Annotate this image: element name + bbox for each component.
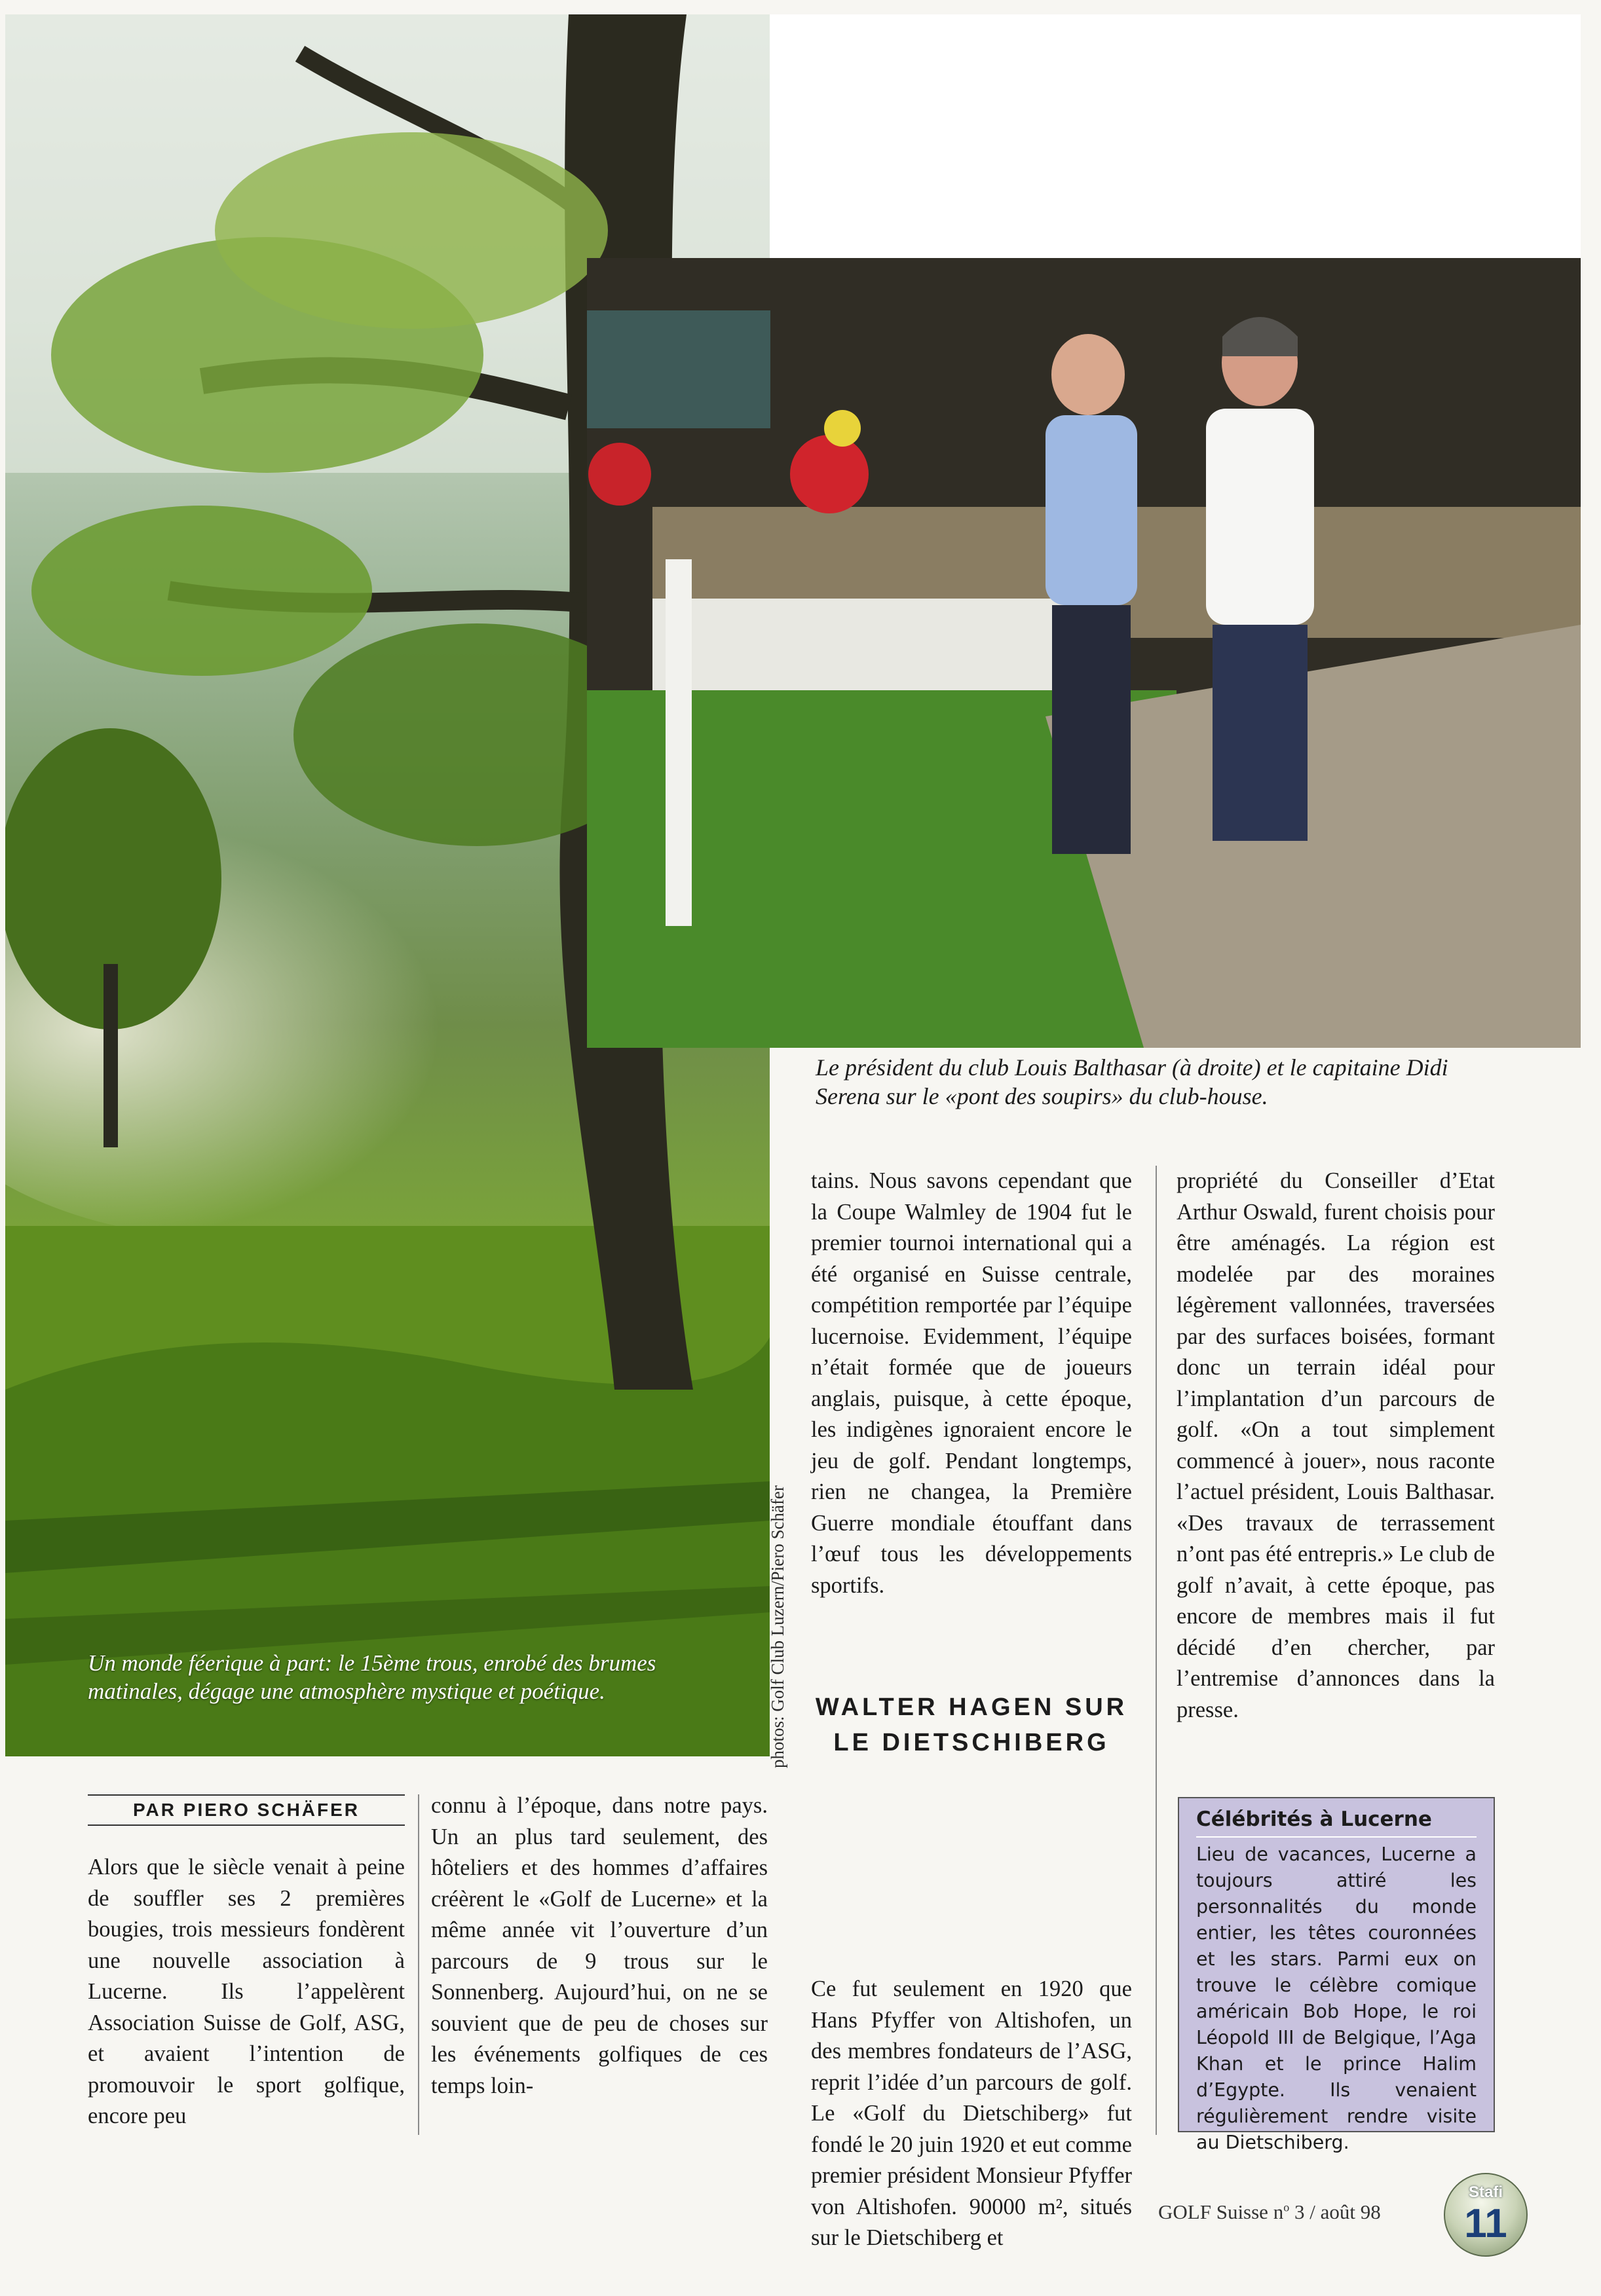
column-rule (1156, 1166, 1157, 2135)
column-rule (418, 1794, 419, 2135)
photo-caption-left: Un monde féerique à part: le 15ème trous, enrobé des brumes matinales, dégage une atmosphère mystique et poétique. (88, 1650, 656, 1704)
page-number: 11 (1464, 2201, 1507, 2246)
issue-superscript: o (1283, 2200, 1290, 2214)
article-paragraph: connu à l’époque, dans notre pays. Un an plus tard seulement, des hôteliers et des hommes d’affaires créèrent le «Golf de Lucerne» et la même année vit l’ouverture d’un parcours de 9 trous sur le Sonnenberg. Aujourd’hui, on ne se souvient que de peu de choses sur les événements golfiques de ces temps loin- (431, 1793, 768, 2098)
sidebar-title: Célébrités à Lucerne (1196, 1805, 1477, 1838)
clubhouse-illustration (587, 258, 1581, 1048)
article-paragraph: Ce fut seulement en 1920 que Hans Pfyffer von Altishofen, un des membres fondateurs de l’ASG, reprit l’idée d’un parcours de golf. Le «Golf du Dietschiberg» fut fondé le 20 juin 1920 et eut comme premier président Monsieur Pfyffer von Altishofen. 90000 m², situés sur le Dietschiberg et (811, 1976, 1132, 2250)
article-paragraph: tains. Nous savons cependant que la Coupe Walmley de 1904 fut le premier tournoi international qui a été organisé en Suisse centrale, compétition remportée par l’équipe lucernoise. Evidemment, l’équipe n’était formée que de joueurs anglais, puisque, à cette époque, les indigènes ignoraient encore le jeu de golf. Pendant longtemps, rien ne changea, la Première Guerre mondiale étouffant dans l’œuf tous les développements sportifs. (811, 1168, 1132, 1598)
photo-caption-right: Le président du club Louis Balthasar (à droite) et le capitaine Didi Serena sur le «pont des soupirs» du club-house. (816, 1054, 1448, 1109)
page-footer (1158, 2200, 1381, 2224)
article-column-3 (811, 1166, 1132, 1601)
photo-club-officials (587, 258, 1581, 1048)
magazine-name: GOLF Suisse n (1158, 2200, 1284, 2223)
issue-info: 3 / août 98 (1289, 2200, 1381, 2223)
article-column-3-continued (811, 1974, 1132, 2254)
white-space-block (770, 14, 1581, 258)
byline: PAR PIERO SCHÄFER (88, 1794, 405, 1826)
sidebar-body: Lieu de vacances, Lucerne a toujours attiré les personnalités du monde entier, les têtes couronnées et les stars. Parmi eux on trouve le célèbre comique américain Bob Hope, le roi Léopold III de Belgique, l’Aga Khan et le prince Halim d’Egypte. Ils venaient régulièrement rendre visite au Dietschiberg. (1196, 1843, 1477, 2153)
article-paragraph: propriété du Conseiller d’Etat Arthur Oswald, furent choisis pour être aménagés. La région est modelée par des moraines légèrement vallonnées, traversées par des surfaces boisées, formant donc un terrain idéal pour l’implantation d’un parcours de golf. «On a tout simplement commencé à jouer», nous raconte l’actuel président, Louis Balthasar. «Des travaux de terrassement n’ont pas été entrepris.» Le club de golf n’avait, à cette époque, pas encore de membres mais il fut décidé d’en chercher, par l’entremise d’annonces dans la presse. (1177, 1168, 1495, 1722)
photo-credit: photos: Golf Club Luzern/Piero Schäfer (768, 1485, 787, 1768)
page-number-badge (1444, 2173, 1528, 2257)
article-column-1 (88, 1852, 405, 2132)
article-column-2 (431, 1790, 768, 2102)
article-column-4 (1177, 1166, 1495, 1726)
section-heading: WALTER HAGEN SUR LE DIETSCHIBERG (815, 1694, 1128, 1756)
sidebar-box (1178, 1797, 1495, 2153)
badge-brand: Stafi (1468, 2183, 1503, 2201)
article-paragraph: Alors que le siècle venait à peine de souffler ses 2 premières bougies, trois messieurs fondèrent une nouvelle association à Lucerne. Ils l’appelèrent Association Suisse de Golf, ASG, et avaient l’intention de promouvoir le sport golfique, encore peu (88, 1855, 405, 2128)
